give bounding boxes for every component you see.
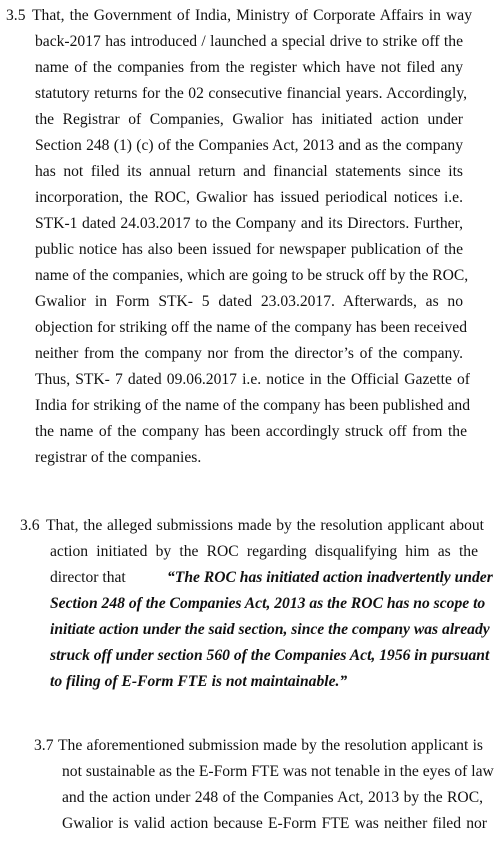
- paragraph-line: statutory returns for the 02 consecutive financial years. Accordingly,: [35, 85, 467, 102]
- quoted-submission-line: initiate action under the said section, since the company was already: [50, 621, 490, 638]
- paragraph-line: objection for striking off the name of the company has been received: [35, 319, 467, 336]
- paragraph-line: India for striking of the name of the company has been published and: [35, 397, 470, 414]
- paragraph-line: the name of the company has been accordingly struck off from the: [35, 423, 467, 440]
- paragraph-line: That, the Government of India, Ministry of Corporate Affairs in way: [32, 7, 472, 24]
- quoted-submission-line: to filing of E-Form FTE is not maintainable.”: [50, 673, 348, 690]
- quoted-submission-line: struck off under section 560 of the Companies Act, 1956 in pursuant: [50, 647, 490, 664]
- paragraph-line: name of the companies from the register which have not filed any: [35, 59, 463, 76]
- paragraph-line: has not filed its annual return and financial statements since its: [35, 163, 463, 180]
- paragraph-line: name of the companies, which are going to be struck off by the ROC,: [35, 267, 469, 284]
- paragraph-line: STK-1 dated 24.03.2017 to the Company and its Directors. Further,: [35, 215, 463, 232]
- paragraph-line: not sustainable as the E-Form FTE was not tenable in the eyes of law: [62, 763, 494, 780]
- paragraph-number: 3.5: [6, 7, 26, 24]
- paragraph-line: The aforementioned submission made by the resolution applicant is: [58, 737, 483, 754]
- quoted-submission-line: “The ROC has initiated action inadvertently under: [167, 569, 493, 586]
- paragraph-line: public notice has also been issued for newspaper publication of the: [35, 241, 463, 258]
- paragraph-line: and the action under 248 of the Companies Act, 2013 by the ROC,: [62, 789, 483, 806]
- paragraph-line: neither from the company nor from the director’s of the company.: [35, 345, 463, 362]
- paragraph-line: Gwalior is valid action because E-Form FTE was neither filed nor: [62, 815, 487, 832]
- paragraph-line: That, the alleged submissions made by the resolution applicant about: [46, 517, 484, 534]
- paragraph-line: Thus, STK- 7 dated 09.06.2017 i.e. notice in the Official Gazette of: [35, 371, 470, 388]
- paragraph-line: back-2017 has introduced / launched a special drive to strike off the: [35, 33, 463, 50]
- paragraph-line: registrar of the companies.: [35, 449, 202, 466]
- paragraph-line: Gwalior in Form STK- 5 dated 23.03.2017. Afterwards, as no: [35, 293, 463, 310]
- quoted-submission-line: Section 248 of the Companies Act, 2013 as the ROC has no scope to: [50, 595, 486, 612]
- paragraph-number: 3.7: [34, 737, 54, 754]
- paragraph-line: director that: [50, 569, 126, 586]
- paragraph-line: Section 248 (1) (c) of the Companies Act, 2013 and as the company: [35, 137, 463, 154]
- paragraph-line: incorporation, the ROC, Gwalior has issued periodical notices i.e.: [35, 189, 463, 206]
- paragraph-number: 3.6: [20, 517, 40, 534]
- paragraph-line: action initiated by the ROC regarding disqualifying him as the: [50, 543, 478, 560]
- paragraph-line: the Registrar of Companies, Gwalior has initiated action under: [35, 111, 463, 128]
